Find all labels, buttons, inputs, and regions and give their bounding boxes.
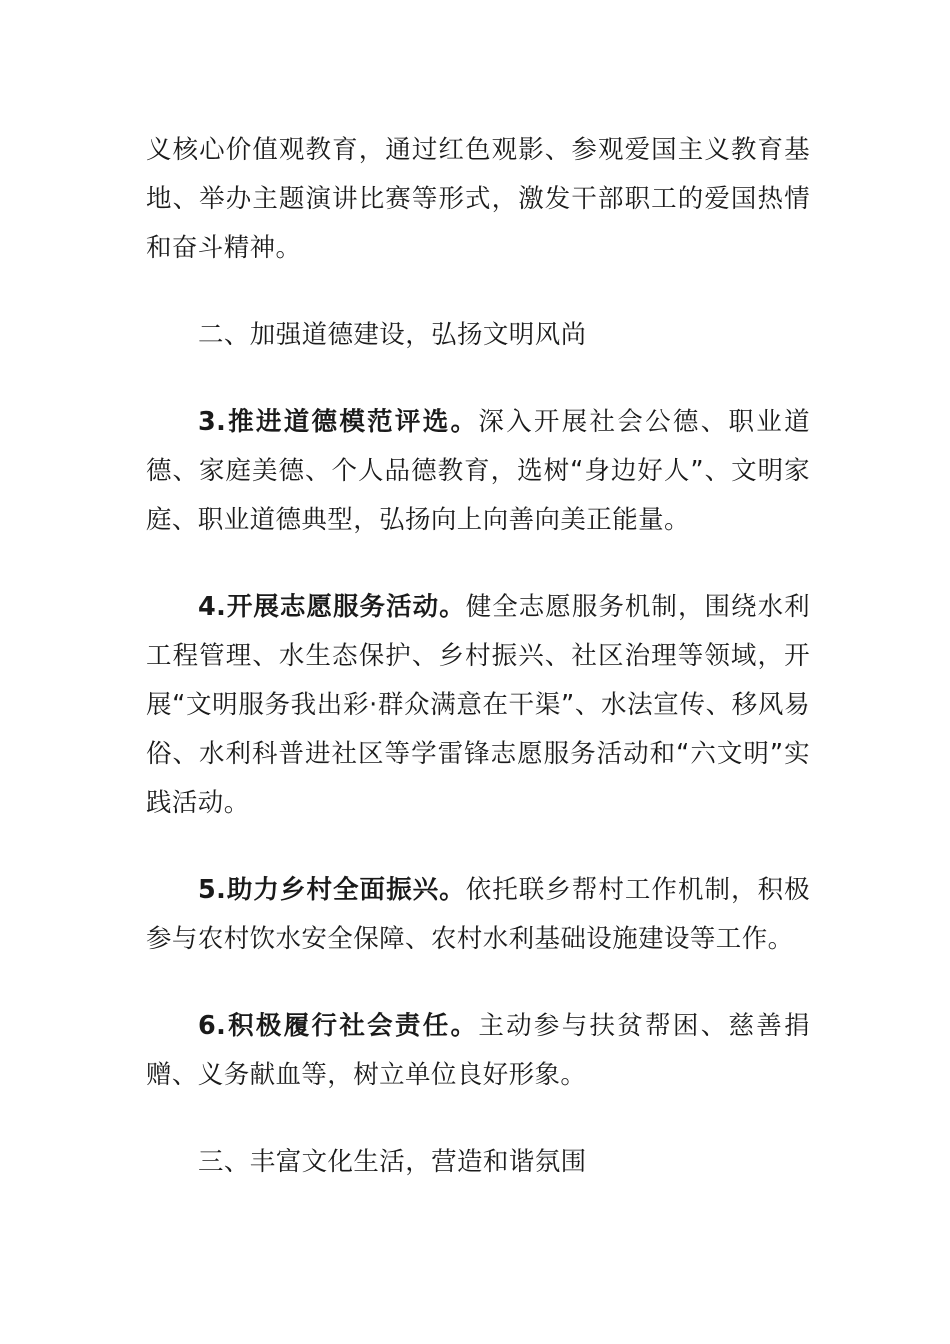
paragraph-item-6 — [146, 1002, 810, 1100]
item-4-body: 健全志愿服务机制，围绕水利工程管理、水生态保护、乡村振兴、社区治理等领域，开展“文明服务我出彩·群众满意在干渠”、水法宣传、移风易俗、水利科普进社区等学雷锋志愿服务活动和“六文明”实践活动。 — [146, 592, 810, 818]
paragraph-continued: 义核心价值观教育，通过红色观影、参观爱国主义教育基地、举办主题演讲比赛等形式，激发干部职工的爱国热情和奋斗精神。 — [146, 135, 810, 263]
item-6-body: 主动参与扶贫帮困、慈善捐赠、义务献血等，树立单位良好形象。 — [146, 1011, 810, 1090]
item-4-lead: 4.开展志愿服务活动。 — [198, 592, 466, 622]
section-heading-2: 二、加强道德建设，弘扬文明风尚 — [198, 320, 587, 350]
section-heading-3: 三、丰富文化生活，营造和谐氛围 — [198, 1147, 587, 1177]
document-body — [146, 126, 810, 1225]
item-6-lead: 6.积极履行社会责任。 — [198, 1011, 479, 1041]
item-3-body: 深入开展社会公德、职业道德、家庭美德、个人品德教育，选树“身边好人”、文明家庭、职业道德典型，弘扬向上向善向美正能量。 — [146, 407, 810, 535]
item-5-body: 依托联乡帮村工作机制，积极参与农村饮水安全保障、农村水利基础设施建设等工作。 — [146, 875, 810, 954]
paragraph-item-4 — [146, 583, 810, 828]
paragraph-item-5 — [146, 866, 810, 964]
item-3-lead: 3.推进道德模范评选。 — [198, 407, 479, 437]
paragraph-item-3 — [146, 398, 810, 545]
item-5-lead: 5.助力乡村全面振兴。 — [198, 875, 466, 905]
